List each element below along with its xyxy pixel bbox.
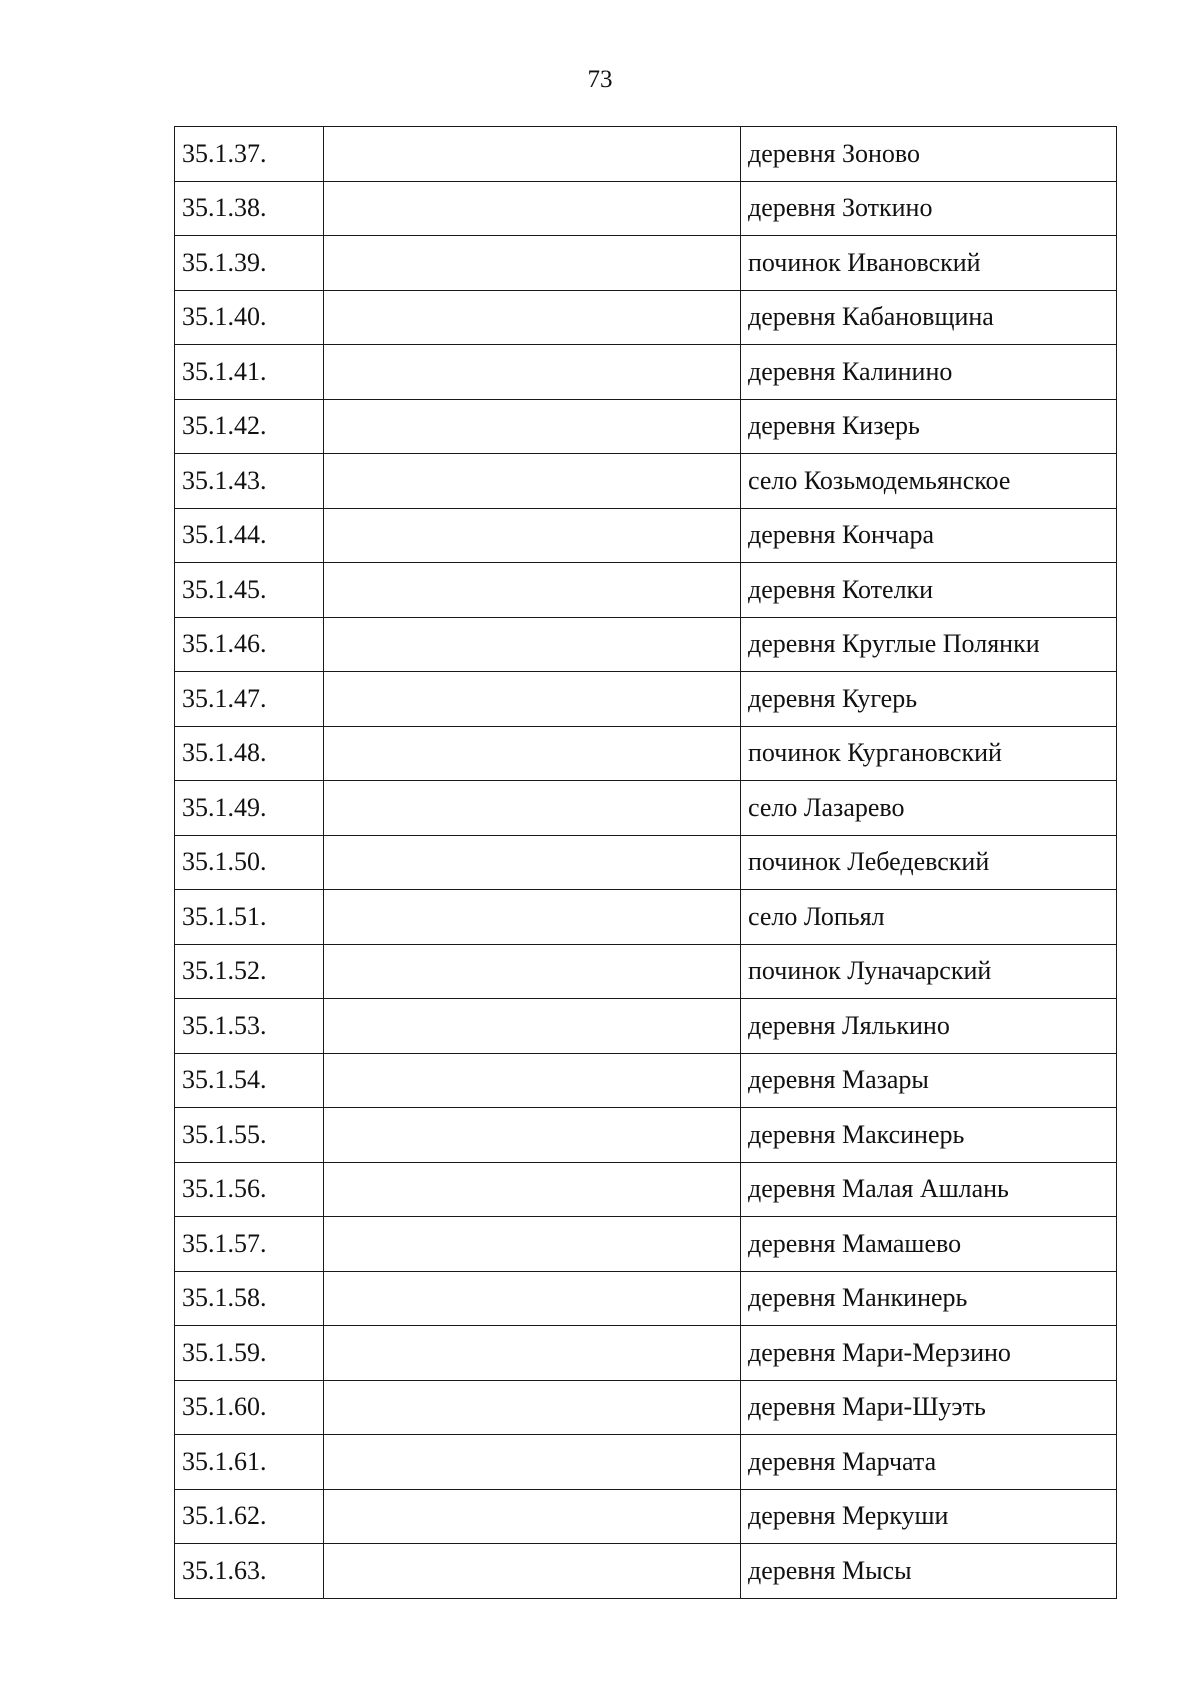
settlement-name-cell: деревня Кизерь [741,399,1117,454]
settlement-name-cell: село Козьмодемьянское [741,454,1117,509]
empty-cell [324,127,741,182]
page-number: 73 [587,66,613,93]
table-row [175,563,1117,618]
empty-cell [324,1108,741,1163]
empty-cell [324,345,741,400]
row-number-cell: 35.1.38. [175,181,324,236]
settlement-name-cell: деревня Марчата [741,1435,1117,1490]
table-row [175,835,1117,890]
empty-cell [324,1217,741,1272]
empty-cell [324,236,741,291]
settlement-name-cell: деревня Мари-Шуэть [741,1380,1117,1435]
settlement-name-cell: деревня Малая Ашлань [741,1162,1117,1217]
row-number-cell: 35.1.49. [175,781,324,836]
table-row [175,127,1117,182]
table-row [175,181,1117,236]
empty-cell [324,781,741,836]
row-number-cell: 35.1.48. [175,726,324,781]
table-row [175,508,1117,563]
settlement-name-cell: деревня Кабановщина [741,290,1117,345]
empty-cell [324,290,741,345]
row-number-cell: 35.1.37. [175,127,324,182]
table-row [175,1108,1117,1163]
settlement-name-cell: деревня Лялькино [741,999,1117,1054]
table-row [175,890,1117,945]
row-number-cell: 35.1.62. [175,1489,324,1544]
settlement-name-cell: деревня Кугерь [741,672,1117,727]
empty-cell [324,726,741,781]
settlement-name-cell: деревня Мамашево [741,1217,1117,1272]
empty-cell [324,672,741,727]
empty-cell [324,617,741,672]
settlement-name-cell: деревня Мазары [741,1053,1117,1108]
empty-cell [324,890,741,945]
row-number-cell: 35.1.50. [175,835,324,890]
table-row [175,290,1117,345]
row-number-cell: 35.1.43. [175,454,324,509]
row-number-cell: 35.1.63. [175,1544,324,1599]
empty-cell [324,1435,741,1490]
empty-cell [324,181,741,236]
table-row [175,454,1117,509]
empty-cell [324,1544,741,1599]
table-row [175,1380,1117,1435]
row-number-cell: 35.1.54. [175,1053,324,1108]
settlement-name-cell: деревня Мари-Мерзино [741,1326,1117,1381]
row-number-cell: 35.1.55. [175,1108,324,1163]
table-row [175,399,1117,454]
row-number-cell: 35.1.45. [175,563,324,618]
settlement-name-cell: деревня Манкинерь [741,1271,1117,1326]
table-row [175,617,1117,672]
table-row [175,1489,1117,1544]
table-row [175,999,1117,1054]
table-row [175,236,1117,291]
settlement-name-cell: деревня Калинино [741,345,1117,400]
empty-cell [324,508,741,563]
settlement-name-cell: деревня Котелки [741,563,1117,618]
table-row [175,1435,1117,1490]
empty-cell [324,835,741,890]
row-number-cell: 35.1.47. [175,672,324,727]
settlement-name-cell: деревня Мысы [741,1544,1117,1599]
row-number-cell: 35.1.59. [175,1326,324,1381]
settlement-name-cell: деревня Зоткино [741,181,1117,236]
empty-cell [324,1489,741,1544]
table-row [175,944,1117,999]
settlement-name-cell: починок Кургановский [741,726,1117,781]
row-number-cell: 35.1.40. [175,290,324,345]
settlement-name-cell: деревня Кончара [741,508,1117,563]
table-row [175,1544,1117,1599]
table-row [175,345,1117,400]
table-row [175,726,1117,781]
table-row [175,672,1117,727]
settlement-name-cell: деревня Зоново [741,127,1117,182]
empty-cell [324,1271,741,1326]
table-row [175,1162,1117,1217]
table-row [175,1217,1117,1272]
row-number-cell: 35.1.57. [175,1217,324,1272]
row-number-cell: 35.1.60. [175,1380,324,1435]
row-number-cell: 35.1.52. [175,944,324,999]
row-number-cell: 35.1.51. [175,890,324,945]
settlement-name-cell: деревня Максинерь [741,1108,1117,1163]
row-number-cell: 35.1.44. [175,508,324,563]
empty-cell [324,1053,741,1108]
row-number-cell: 35.1.58. [175,1271,324,1326]
table-row [175,1053,1117,1108]
row-number-cell: 35.1.53. [175,999,324,1054]
empty-cell [324,399,741,454]
settlement-name-cell: село Лазарево [741,781,1117,836]
table-row [175,781,1117,836]
empty-cell [324,563,741,618]
row-number-cell: 35.1.41. [175,345,324,400]
settlement-name-cell: починок Луначарский [741,944,1117,999]
settlements-table [174,126,1117,1599]
row-number-cell: 35.1.46. [175,617,324,672]
empty-cell [324,1380,741,1435]
empty-cell [324,454,741,509]
row-number-cell: 35.1.42. [175,399,324,454]
settlement-name-cell: деревня Меркуши [741,1489,1117,1544]
settlement-name-cell: починок Ивановский [741,236,1117,291]
empty-cell [324,944,741,999]
table-row [175,1271,1117,1326]
row-number-cell: 35.1.61. [175,1435,324,1490]
settlement-name-cell: село Лопьял [741,890,1117,945]
table-row [175,1326,1117,1381]
empty-cell [324,1162,741,1217]
row-number-cell: 35.1.56. [175,1162,324,1217]
row-number-cell: 35.1.39. [175,236,324,291]
settlement-name-cell: починок Лебедевский [741,835,1117,890]
empty-cell [324,1326,741,1381]
table-body [175,127,1117,1599]
settlement-name-cell: деревня Круглые Полянки [741,617,1117,672]
empty-cell [324,999,741,1054]
